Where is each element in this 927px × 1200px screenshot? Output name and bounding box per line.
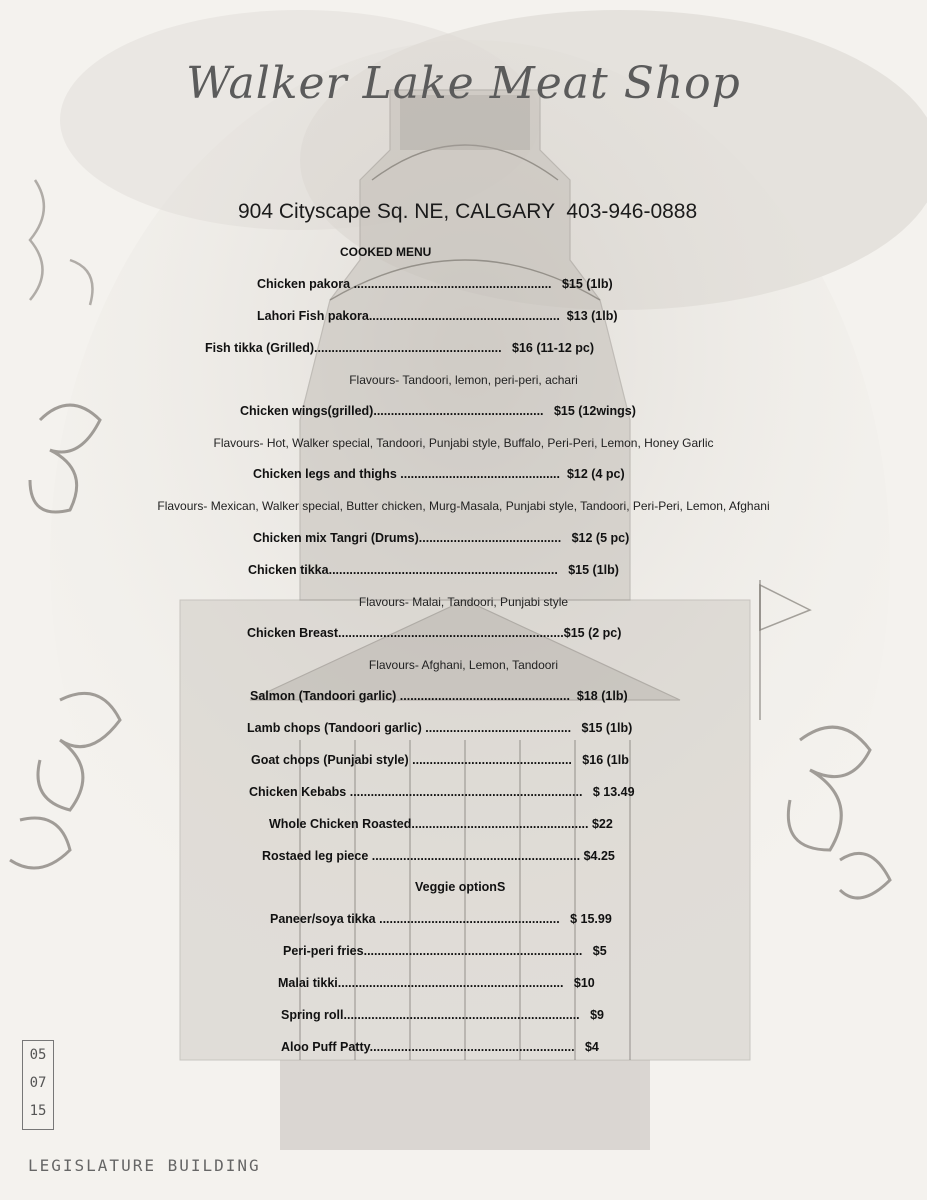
flavours-note: Flavours- Tandoori, lemon, peri-peri, achari	[349, 373, 578, 387]
shop-address: 904 Cityscape Sq. NE, CALGARY 403-946-0888	[238, 200, 698, 223]
menu-item: Chicken mix Tangri (Drums)......................................... $12 (5 pc)	[253, 531, 630, 545]
flavours-note: Flavours- Afghani, Lemon, Tandoori	[368, 658, 559, 672]
menu-item: Goat chops (Punjabi style) .............................................. $16 (1lb	[251, 753, 629, 767]
menu-item: Peri-peri fries............................................................... $5	[283, 944, 607, 958]
menu-item: Rostaed leg piece ............................................................ $4.25	[262, 849, 615, 863]
shop-title: Walker Lake Meat Shop	[186, 58, 741, 109]
menu-item: Whole Chicken Roasted................................................... $22	[269, 817, 613, 831]
menu-heading: COOKED MENU	[340, 245, 432, 259]
sketch-date-stamp	[22, 1040, 54, 1130]
menu-item: Chicken legs and thighs .............................................. $12 (4 pc)	[253, 467, 625, 481]
menu-item: Chicken wings(grilled)................................................. $15 (12wings)	[240, 404, 636, 418]
veggie-heading: Veggie optionS	[415, 880, 506, 894]
menu-item: Lamb chops (Tandoori garlic) .......................................... $15 (1lb)	[247, 721, 633, 735]
flavours-note: Flavours- Hot, Walker special, Tandoori, Punjabi style, Buffalo, Peri-Peri, Lemon, Honey Garlic	[213, 436, 714, 450]
menu-item: Fish tikka (Grilled)...................................................... $16 (11-12 pc)	[205, 341, 595, 355]
menu-item: Salmon (Tandoori garlic) ................................................. $18 (1lb)	[250, 689, 628, 703]
flavours-note: Flavours- Malai, Tandoori, Punjabi style	[358, 595, 569, 609]
menu-item: Spring roll.................................................................... $9	[281, 1008, 604, 1022]
menu-item: Chicken pakora ......................................................... $15 (1lb)	[257, 277, 613, 291]
sketch-caption: LEGISLATURE BUILDING	[28, 1156, 261, 1175]
menu-item: Paneer/soya tikka .................................................... $ 15.99	[270, 912, 612, 926]
date-day: 05	[29, 1047, 47, 1063]
flavours-note: Flavours- Mexican, Walker special, Butter chicken, Murg-Masala, Punjabi style, Tandoori, Peri-Peri, Lemon, Afghani	[157, 499, 770, 513]
menu-item: Chicken tikka.................................................................. $15 (1lb)	[248, 563, 619, 577]
menu-item: Chicken Breast.................................................................$15 (2 pc)	[247, 626, 622, 640]
menu-item: Chicken Kebabs ................................................................... $ 13.49	[249, 785, 635, 799]
date-month: 07	[29, 1075, 47, 1091]
date-year: 15	[29, 1103, 47, 1119]
menu-item: Aloo Puff Patty........................................................... $4	[281, 1040, 599, 1054]
menu-item: Lahori Fish pakora....................................................... $13 (1lb)	[257, 309, 618, 323]
menu-item: Malai tikki................................................................. $10	[278, 976, 595, 990]
